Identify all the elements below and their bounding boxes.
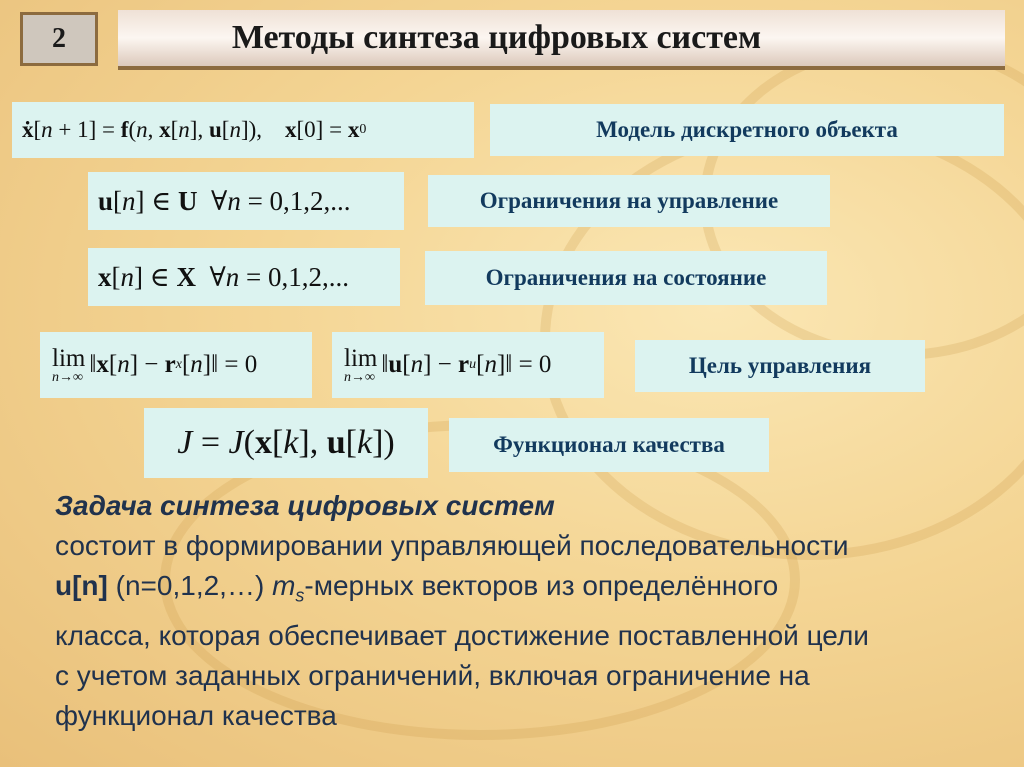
formula-discrete-model: ẋ [ n + 1] = f ( n , x [ n ], u [ n ]), x [0] = x 0 [12, 102, 474, 158]
slide-title: Методы синтеза цифровых систем [231, 19, 762, 56]
u-symbol: u[n] [55, 570, 108, 601]
formula-goal-u: lim n→∞ ‖ u [ n ] − r u [ n ]‖ = 0 [332, 332, 604, 398]
formula-goal-x: lim n→∞ ‖ x [ n ] − r x [ n ]‖ = 0 [40, 332, 312, 398]
task-line: состоит в формировании управляющей последовательности [55, 530, 849, 561]
task-heading: Задача синтеза цифровых систем [55, 490, 555, 521]
label-control-goal: Цель управления [635, 340, 925, 392]
formula-quality-functional: J = J ( x [ k ], u [ k ]) [144, 408, 428, 478]
label-quality-functional: Функционал качества [449, 418, 769, 472]
formula-control-constraints: u [ n ] ∈ U ∀ n = 0,1,2,... [88, 172, 404, 230]
slide-number: 2 [20, 12, 98, 66]
task-line: класса, которая обеспечивает достижение поставленной цели [55, 619, 869, 651]
label-discrete-model: Модель дискретного объекта [490, 104, 1004, 156]
task-description [55, 486, 985, 736]
task-line: с учетом заданных ограничений, включая ограничение на [55, 659, 810, 691]
n-range: (n=0,1,2,…) [115, 570, 265, 601]
task-line: функционал качества [55, 699, 337, 731]
task-line: u[n] (n=0,1,2,…) $m_s$-мерных векторов из определённого [55, 570, 779, 606]
label-control-constraints: Ограничения на управление [428, 175, 830, 227]
label-state-constraints: Ограничения на состояние [425, 251, 827, 305]
formula-state-constraints: x [ n ] ∈ X ∀ n = 0,1,2,... [88, 248, 400, 306]
slide-title-bar [118, 10, 1005, 70]
